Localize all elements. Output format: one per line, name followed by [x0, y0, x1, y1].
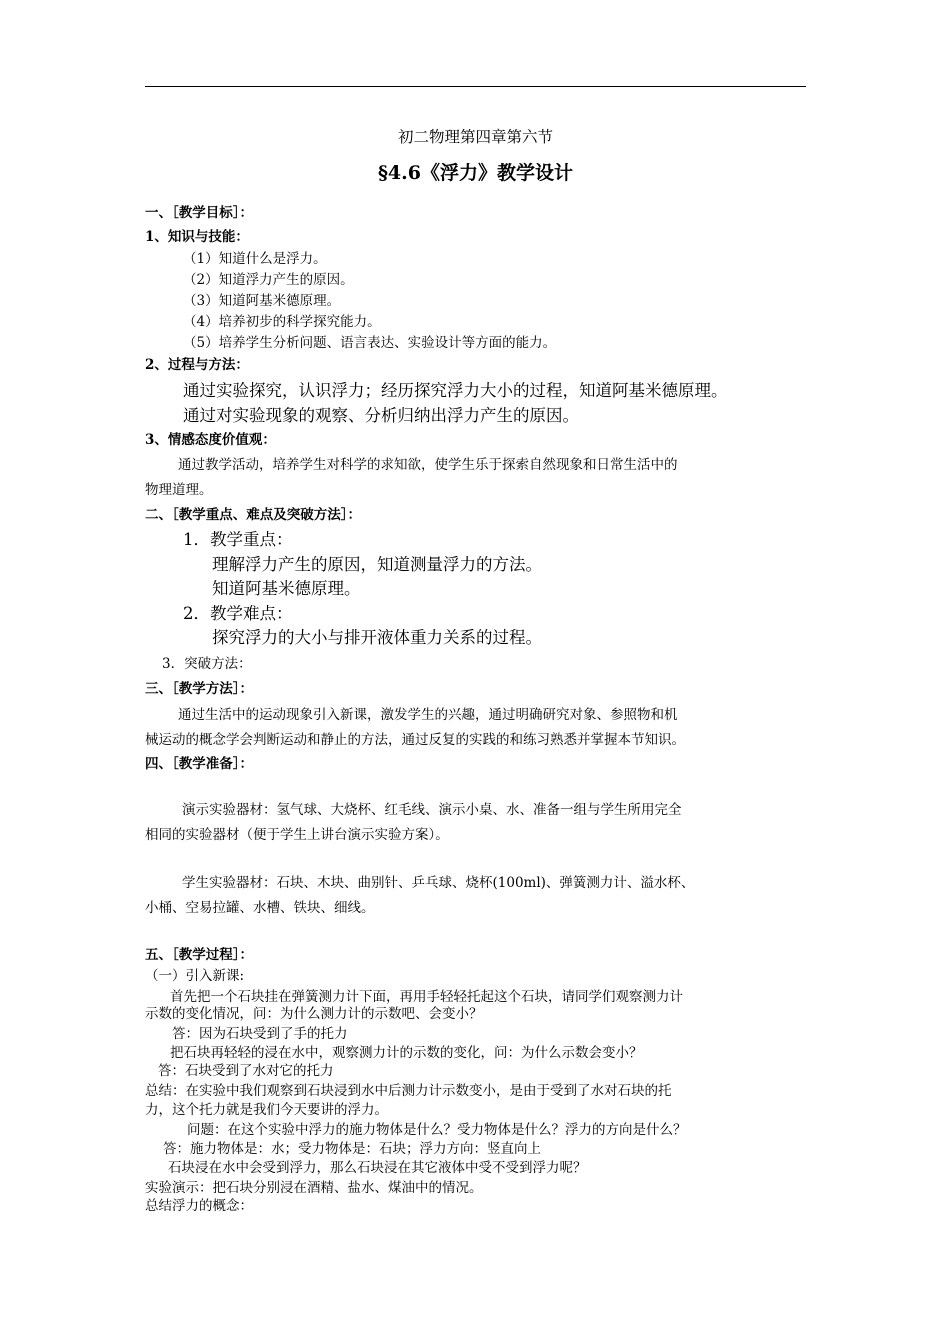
- section-heading-methods: 三、［教学方法］：: [145, 681, 253, 697]
- process-line: 问题：在这个实验中浮力的施力物体是什么？受力物体是什么？浮力的方向是什么？: [187, 1122, 687, 1138]
- subheading-attitude: 3、情感态度价值观：: [145, 432, 276, 448]
- focus-label: 1．教学重点：: [183, 530, 293, 549]
- process-line: 总结：在实验中我们观察到石块浸到水中后测力计示数变小，是由于受到了水对石块的托: [145, 1083, 672, 1099]
- paragraph-line: 通过教学活动，培养学生对科学的求知欲，使学生乐于探索自然现象和日常生活中的: [178, 457, 678, 473]
- list-item: （5）培养学生分析问题、语言表达、实验设计等方面的能力。: [183, 335, 557, 351]
- difficulty-label: 2．教学难点：: [183, 604, 293, 623]
- paragraph-line: 知道阿基米德原理。: [212, 579, 361, 598]
- subheading-process: 2、过程与方法：: [145, 357, 249, 373]
- paragraph-line: 探究浮力的大小与排开液体重力关系的过程。: [212, 628, 542, 647]
- list-item: （1）知道什么是浮力。: [183, 251, 327, 267]
- paragraph-line: 小桶、空易拉罐、水槽、铁块、细线。: [145, 900, 375, 916]
- paragraph-line: 通过对实验现象的观察、分析归纳出浮力产生的原因。: [183, 406, 579, 425]
- list-item: （2）知道浮力产生的原因。: [183, 272, 354, 288]
- process-line: 石块浸在水中会受到浮力，那么石块浸在其它液体中受不受到浮力呢？: [168, 1160, 587, 1176]
- process-line: 实验演示：把石块分别浸在酒精、盐水、煤油中的情况。: [145, 1180, 483, 1196]
- paragraph-line: 学生实验器材：石块、木块、曲别针、乒乓球、烧杯(100ml)、弹簧测力计、溢水杯、: [182, 875, 695, 891]
- process-line: 示数的变化情况，问：为什么测力计的示数吧、会变小？: [145, 1006, 483, 1022]
- section-heading-key-points: 二、［教学重点、难点及突破方法］：: [145, 507, 361, 523]
- section-heading-objectives: 一、［教学目标］：: [145, 205, 253, 221]
- process-line: 答：石块受到了水对它的托力: [158, 1063, 334, 1079]
- paragraph-line: 械运动的概念学会判断运动和静止的方法，通过反复的实践的和练习熟悉并掌握本节知识。: [145, 732, 685, 748]
- process-line: 首先把一个石块挂在弹簧测力计下面，再用手轻轻托起这个石块，请同学们观察测力计: [170, 989, 683, 1005]
- paragraph-line: 通过实验探究，认识浮力；经历探究浮力大小的过程，知道阿基米德原理。: [183, 381, 728, 400]
- subheading-knowledge: 1、知识与技能：: [145, 229, 249, 245]
- list-item: （3）知道阿基米德原理。: [183, 293, 341, 309]
- chapter-subtitle: 初二物理第四章第六节: [397, 128, 553, 146]
- list-item: （4）培养初步的科学探究能力。: [183, 314, 381, 330]
- paragraph-line: 通过生活中的运动现象引入新课，激发学生的兴趣，通过明确研究对象、参照物和机: [178, 707, 678, 723]
- paragraph-line: 相同的实验器材（便于学生上讲台演示实验方案）。: [145, 827, 449, 843]
- section-heading-preparation: 四、［教学准备］：: [145, 756, 253, 772]
- paragraph-line: 演示实验器材：氢气球、大烧杯、红毛线、演示小桌、水、准备一组与学生所用完全: [182, 802, 682, 818]
- process-line: 力，这个托力就是我们今天要讲的浮力。: [145, 1102, 388, 1118]
- process-line: 把石块再轻轻的浸在水中，观察测力计的示数的变化，问：为什么示数会变小？: [170, 1045, 643, 1061]
- process-line: 答：因为石块受到了手的托力: [172, 1026, 348, 1042]
- breakthrough-label: 3．突破方法：: [162, 656, 252, 672]
- paragraph-line: 物理道理。: [145, 482, 213, 498]
- document-title: §4.6《浮力》教学设计: [378, 162, 573, 184]
- header-rule: [145, 86, 806, 87]
- process-line: （一）引入新课:: [145, 968, 245, 984]
- process-line: 总结浮力的概念：: [145, 1198, 253, 1214]
- section-heading-process: 五、［教学过程］：: [145, 947, 253, 963]
- paragraph-line: 理解浮力产生的原因，知道测量浮力的方法。: [212, 555, 542, 574]
- process-line: 答：施力物体是：水；受力物体是：石块；浮力方向：竖直向上: [163, 1141, 541, 1157]
